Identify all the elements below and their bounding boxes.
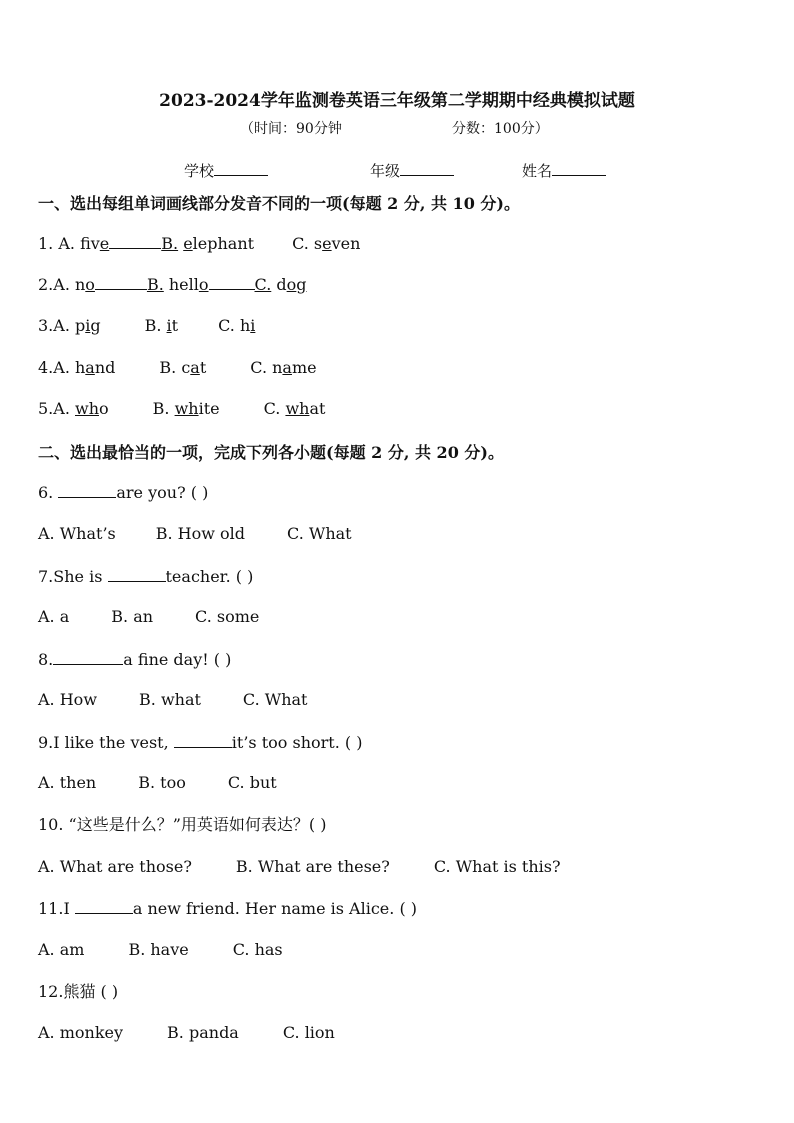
question-11: 11.I a new friend. Her name is Alice. ( )	[38, 899, 418, 918]
question-5: 5.A. who B. white C. what	[38, 399, 326, 418]
grade-label: 年级	[370, 162, 401, 180]
question-1: 1. A. five B. elephant C. seven	[38, 234, 361, 253]
options-6: A. What’s B. How old C. What	[38, 524, 352, 543]
answer-blank[interactable]	[58, 482, 116, 498]
question-6: 6. are you? ( )	[38, 483, 209, 502]
school-label: 学校	[184, 162, 215, 180]
options-8: A. How B. what C. What	[38, 690, 308, 709]
grade-field[interactable]	[370, 160, 454, 181]
question-8: 8. a fine day! ( )	[38, 650, 232, 669]
school-blank[interactable]	[214, 160, 268, 176]
section2-heading: 二、选出最恰当的一项，完成下列各小题(每题 2 分, 共 20 分)。	[38, 443, 504, 462]
name-label: 姓名	[522, 162, 553, 180]
answer-blank[interactable]	[174, 732, 232, 748]
options-9: A. then B. too C. but	[38, 773, 277, 792]
question-12: 12.熊猫 ( )	[38, 982, 119, 1001]
school-field[interactable]	[184, 160, 268, 181]
question-7: 7.She is teacher. ( )	[38, 567, 254, 586]
exam-time: （时间：90分钟	[240, 121, 342, 137]
question-2: 2.A. no B. hello C. dog	[38, 275, 307, 294]
grade-blank[interactable]	[400, 160, 454, 176]
name-blank[interactable]	[552, 160, 606, 176]
question-4: 4.A. hand B. cat C. name	[38, 358, 317, 377]
answer-blank[interactable]	[75, 898, 133, 914]
options-7: A. a B. an C. some	[38, 607, 260, 626]
options-11: A. am B. have C. has	[38, 940, 283, 959]
page-title: 2023-2024学年监测卷英语三年级第二学期期中经典模拟试题	[159, 91, 635, 111]
section1-heading: 一、选出每组单词画线部分发音不同的一项(每题 2 分, 共 10 分)。	[38, 194, 520, 213]
name-field[interactable]	[522, 160, 606, 181]
exam-score: 分数：100分）	[452, 121, 549, 137]
question-9: 9.I like the vest, it’s too short. ( )	[38, 733, 363, 752]
answer-blank[interactable]	[108, 566, 166, 582]
question-10: 10. “这些是什么？”用英语如何表达？( )	[38, 815, 327, 834]
question-3: 3.A. pig B. it C. hi	[38, 316, 256, 335]
answer-blank[interactable]	[53, 649, 123, 665]
options-10: A. What are those? B. What are these? C. What is this?	[38, 857, 561, 876]
options-12: A. monkey B. panda C. lion	[38, 1023, 335, 1042]
